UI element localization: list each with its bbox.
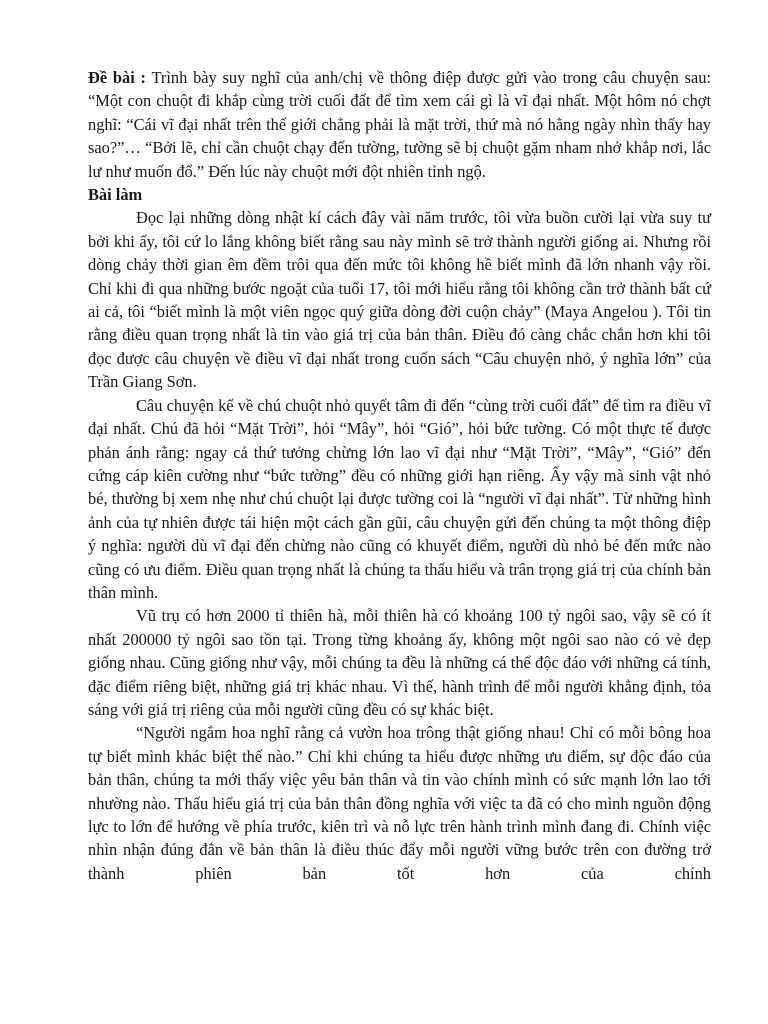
essay-paragraph: Câu chuyện kể về chú chuột nhỏ quyết tâm đi đến “cùng trời cuối đất” để tìm ra điều vĩ đại nhất. Chú đã hỏi “Mặt Trời”, hỏi “Mây”, hỏi “Gió”, hỏi bức tường. Có một thực tế được phản ánh rằng: ngay cả thứ tưởng chừng lớn lao vĩ đại như “Mặt Trời”, “Mây”, “Gió” đến cứng cáp kiên cường như “bức tường” đều có những giới hạn riêng. Ấy vậy mà sinh vật nhỏ bé, thường bị xem nhẹ như chú chuột lại được tường coi là “người vĩ đại nhất”. Từ những hình ảnh của tự nhiên được tái hiện một cách gần gũi, câu chuyện gửi đến chúng ta một thông điệp ý nghĩa: người dù vĩ đại đến chừng nào cũng có khuyết điểm, người dù nhỏ bé đến mức nào cũng có ưu điểm. Điều quan trọng nhất là chúng ta thấu hiểu và trân trọng giá trị của chính bản thân mình. xyxy=(88,395,711,602)
essay-heading: Bài làm xyxy=(88,185,143,205)
assignment-label: Đề bài : xyxy=(88,68,146,87)
assignment-prompt xyxy=(88,66,711,183)
essay-paragraph: Đọc lại những dòng nhật kí cách đây vài năm trước, tôi vừa buồn cười lại vừa suy tư bởi khi ấy, tôi cứ lo lắng không biết rằng sau này mình sẽ trở thành người giống ai. Nhưng rồi dòng chảy thời gian êm đềm trôi qua đến mức tôi không hề biết mình đã lớn nhanh vậy rồi. Chỉ khi đi qua những bước ngoặt của tuổi 17, tôi mới hiểu rằng tôi không cần trở thành bất cứ ai cả, tôi “biết mình là một viên ngọc quý giữa dòng đời cuộn chảy” (Maya Angelou ). Tôi tin rằng điều quan trọng nhất là tin vào giá trị của bản thân. Điều đó càng chắc chắn hơn khi tôi đọc được câu chuyện về điều vĩ đại nhất trong cuốn sách “Câu chuyện nhỏ, ý nghĩa lớn” của Trần Giang Sơn. xyxy=(88,208,711,392)
essay-paragraph: “Người ngắm hoa nghĩ rằng cả vườn hoa trông thật giống nhau! Chỉ có mỗi bông hoa tự biết mình khác biệt thế nào.” Chỉ khi chúng ta hiểu được những ưu điểm, sự độc đáo của bản thân, chúng ta mới thấy việc yêu bản thân và tin vào chính mình có sức mạnh lớn lao tới nhường nào. Thấu hiểu giá trị của bản thân đồng nghĩa với việc ta đã có cho mình nguồn động lực to lớn để hướng về phía trước, kiên trì và nỗ lực trên hành trình mình đang đi. Chính việc nhìn nhận đúng đắn về bản thân là điều thúc đẩy mỗi người vững bước trên con đường trở thành phiên bản tốt hơn của chính xyxy=(88,723,711,883)
essay-paragraph: Vũ trụ có hơn 2000 tỉ thiên hà, mỗi thiên hà có khoảng 100 tỷ ngôi sao, vậy sẽ có ít nhất 200000 tỷ ngôi sao tồn tại. Trong từng khoảng ấy, không một ngôi sao nào có vẻ đẹp giống nhau. Cũng giống như vậy, mỗi chúng ta đều là những cá thể độc đáo với những cá tính, đặc điểm riêng biệt, những giá trị khác nhau. Vì thế, hành trình để mỗi người khẳng định, tỏa sáng với giá trị riêng của mỗi người cũng đều có sự khác biệt. xyxy=(88,606,711,719)
assignment-text: Trình bày suy nghĩ của anh/chị về thông điệp được gửi vào trong câu chuyện sau: “Một con chuột đi khắp cùng trời cuối đất để tìm xem cái gì là vĩ đại nhất. Một hôm nó chợt nghĩ: “Cái vĩ đại nhất trên thế giới chẳng phải là mặt trời, thứ mà nó hằng ngày nhìn thấy hay sao?”… “Bởi lẽ, chỉ cần chuột chạy đến tường, tường sẽ bị chuột gặm nham nhở khắp nơi, lắc lư như muốn đổ.” Đến lúc này chuột mới đột nhiên tỉnh ngộ. xyxy=(88,68,711,181)
document-body xyxy=(88,66,711,885)
